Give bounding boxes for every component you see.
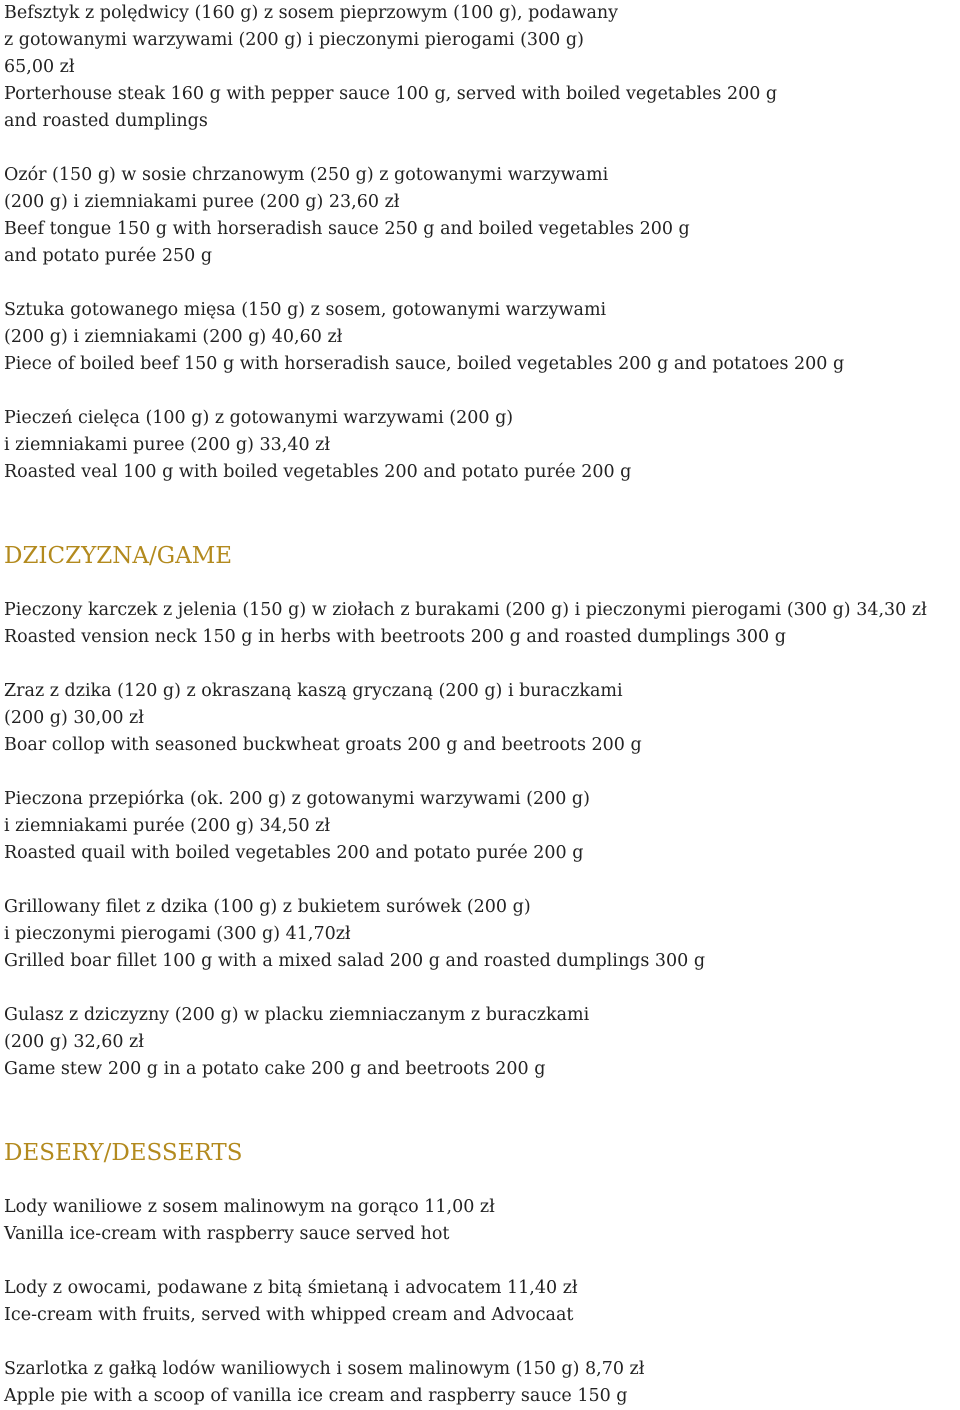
item-line-en: Beef tongue 150 g with horseradish sauce 250 g and boiled vegetables 200 g (4, 219, 690, 239)
item-line: Pieczona przepiórka (ok. 200 g) z gotowanymi warzywami (200 g) (4, 789, 590, 809)
item-line: Pieczony karczek z jelenia (150 g) w ziołach z burakami (200 g) i pieczonymi pierogami (300 g) 34,30 zł (4, 600, 927, 620)
menu-item-boiled-beef (4, 297, 960, 378)
item-line: Grillowany filet z dzika (100 g) z bukietem surówek (200 g) (4, 897, 531, 917)
item-line: Gulasz z dziczyzny (200 g) w placku ziemniaczanym z buraczkami (4, 1005, 590, 1025)
item-line-en: Piece of boiled beef 150 g with horseradish sauce, boiled vegetables 200 g and potatoes 200 g (4, 354, 845, 374)
item-line-en: Grilled boar fillet 100 g with a mixed salad 200 g and roasted dumplings 300 g (4, 951, 706, 971)
menu-item-beef-tongue (4, 162, 960, 270)
item-line: Lody waniliowe z sosem malinowym na gorąco 11,00 zł (4, 1197, 495, 1217)
item-line: (200 g) 32,60 zł (4, 1032, 144, 1052)
section-title-game: DZICZYZNA/GAME (4, 543, 233, 569)
menu-item-porterhouse (4, 0, 960, 135)
menu-item-boar-collop (4, 678, 960, 759)
menu-item-roasted-quail (4, 786, 960, 867)
item-line: i ziemniakami purée (200 g) 34,50 zł (4, 816, 331, 836)
section-title-desserts: DESERY/DESSERTS (4, 1140, 243, 1166)
menu-item-vanilla-ice-cream (4, 1194, 960, 1248)
item-line-en: and potato purée 250 g (4, 246, 213, 266)
item-line-en: Roasted quail with boiled vegetables 200 and potato purée 200 g (4, 843, 584, 863)
item-line: Pieczeń cielęca (100 g) z gotowanymi warzywami (200 g) (4, 408, 514, 428)
item-line: (200 g) 30,00 zł (4, 708, 144, 728)
item-line-en: Vanilla ice-cream with raspberry sauce served hot (4, 1224, 450, 1244)
item-line-en: Roasted vension neck 150 g in herbs with beetroots 200 g and roasted dumplings 300 g (4, 627, 786, 647)
item-line-en: Roasted veal 100 g with boiled vegetables 200 and potato purée 200 g (4, 462, 632, 482)
menu-item-fruit-ice-cream (4, 1275, 960, 1329)
item-line: Zraz z dzika (120 g) z okraszaną kaszą gryczaną (200 g) i buraczkami (4, 681, 623, 701)
item-line: (200 g) i ziemniakami (200 g) 40,60 zł (4, 327, 343, 347)
menu-item-roasted-veal (4, 405, 960, 486)
item-line: Lody z owocami, podawane z bitą śmietaną i advocatem 11,40 zł (4, 1278, 578, 1298)
item-line: z gotowanymi warzywami (200 g) i pieczonymi pierogami (300 g) (4, 30, 584, 50)
menu-item-boar-fillet (4, 894, 960, 975)
item-line: (200 g) i ziemniakami puree (200 g) 23,60 zł (4, 192, 400, 212)
item-line: Befsztyk z polędwicy (160 g) z sosem pieprzowym (100 g), podawany (4, 3, 619, 23)
item-line-en: and roasted dumplings (4, 111, 208, 131)
item-line-en: Game stew 200 g in a potato cake 200 g and beetroots 200 g (4, 1059, 546, 1079)
item-price: 65,00 zł (4, 57, 75, 77)
menu-item-apple-pie (4, 1356, 960, 1410)
item-line: i pieczonymi pierogami (300 g) 41,70zł (4, 924, 351, 944)
item-line: Ozór (150 g) w sosie chrzanowym (250 g) z gotowanymi warzywami (4, 165, 609, 185)
item-line: Szarlotka z gałką lodów waniliowych i sosem malinowym (150 g) 8,70 zł (4, 1359, 645, 1379)
item-line: Sztuka gotowanego mięsa (150 g) z sosem, gotowanymi warzywami (4, 300, 607, 320)
item-line-en: Apple pie with a scoop of vanilla ice cream and raspberry sauce 150 g (4, 1386, 628, 1406)
item-line: i ziemniakami puree (200 g) 33,40 zł (4, 435, 331, 455)
menu-item-venison-neck (4, 597, 960, 651)
menu-item-game-stew (4, 1002, 960, 1083)
item-line-en: Porterhouse steak 160 g with pepper sauce 100 g, served with boiled vegetables 200 g (4, 84, 778, 104)
item-line-en: Ice-cream with fruits, served with whipped cream and Advocaat (4, 1305, 574, 1325)
item-line-en: Boar collop with seasoned buckwheat groats 200 g and beetroots 200 g (4, 735, 642, 755)
menu-page (4, 0, 960, 1410)
